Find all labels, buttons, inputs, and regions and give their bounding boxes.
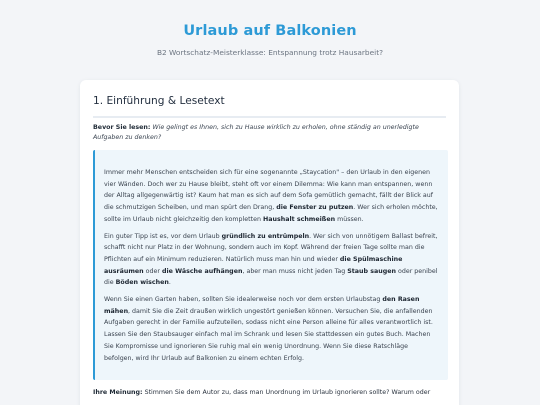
- opinion-question: [93, 388, 457, 398]
- page-subtitle: B2 Wortschatz-Meisterklasse: Entspannung trotz Hausarbeit?: [156, 48, 384, 57]
- page-title: Urlaub auf Balkonien: [183, 23, 357, 39]
- vocab-term: die Spülmaschine ausräumen: [104, 255, 403, 275]
- reading-text-box: [93, 150, 448, 380]
- vocab-term: die Wäsche aufhängen: [161, 267, 243, 275]
- text-run: müssen.: [335, 215, 364, 223]
- section-heading: 1. Einführung & Lesetext: [93, 95, 225, 107]
- text-run: Wenn Sie einen Garten haben, sollten Sie idealerweise noch vor dem ersten Urlaubstag: [104, 296, 383, 304]
- intro-text: Wie gelingt es Ihnen, sich zu Hause wirklich zu erholen, ohne ständig an unerledigte Aufgaben zu denken?: [93, 124, 419, 142]
- vocab-term: Haushalt schmeißen: [263, 215, 336, 223]
- text-run: , damit Sie die Zeit draußen wirklich ungestört genießen können. Versuchen Sie, die anfallenden Aufgaben gerecht in der Familie aufzuteilen, sodass nicht eine Person alleine für alles verantwortlich ist. Lassen Sie den Staubsauger einfach mal im Schrank und lesen Sie stattdessen ein gutes Buch. Machen Sie Kompromisse und ignorieren Sie ruhig mal ein wenig Unordnung. Wenn Sie diese Ratschläge befolgen, wird Ihr Urlaub auf Balkonien zu einem echten Erfolg.: [104, 307, 433, 362]
- vocab-term: gründlich zu entrümpeln: [221, 232, 310, 240]
- opinion-text: Stimmen Sie dem Autor zu, dass man Unordnung im Urlaub ignorieren sollte? Warum oder: [142, 389, 431, 396]
- paragraph-2: [104, 231, 438, 290]
- text-run: Immer mehr Menschen entscheiden sich für eine sogenannte „Staycation" – den Urlaub in den eigenen vier Wänden. Doch wer zu Hause bleibt, steht oft vor einem Dilemma: Wie kann man entspannen, wenn der Alltag allgegenwärtig ist? Kaum hat man es sich auf dem Sofa gemütlich gemacht, fällt der Blick auf die schmutzigen Scheiben, und man spürt den Drang,: [104, 169, 434, 212]
- text-run: Ein guter Tipp ist es, vor dem Urlaub: [104, 232, 222, 240]
- paragraph-1: [104, 167, 438, 226]
- content-card: [80, 80, 459, 405]
- intro-label: Bevor Sie lesen:: [93, 124, 151, 131]
- text-run: , aber man muss nicht jeden Tag: [242, 267, 348, 275]
- intro-question: [93, 123, 445, 143]
- text-run: oder penibel die: [104, 267, 438, 287]
- vocab-term: die Fenster zu putzen: [276, 204, 354, 212]
- text-run: . Wer sich erholen möchte, sollte im Urlaub nicht gleichzeitig den kompletten: [104, 204, 438, 223]
- text-run: .: [168, 279, 171, 287]
- paragraph-3: [104, 294, 438, 364]
- opinion-label: Ihre Meinung:: [93, 389, 143, 396]
- section-divider: [93, 116, 446, 118]
- text-run: . Wer sich von unnötigem Ballast befreit, schafft nicht nur Platz in der Wohnung, sondern auch im Kopf. Während der freien Tage sollte man die Pflichten auf ein Minimum reduzieren. Natürlich muss man hin und wieder: [104, 232, 438, 263]
- vocab-term: Staub saugen: [347, 267, 396, 275]
- text-run: oder: [143, 267, 162, 275]
- vocab-term: den Rasen mähen: [104, 296, 420, 315]
- vocab-term: Böden wischen: [115, 279, 169, 287]
